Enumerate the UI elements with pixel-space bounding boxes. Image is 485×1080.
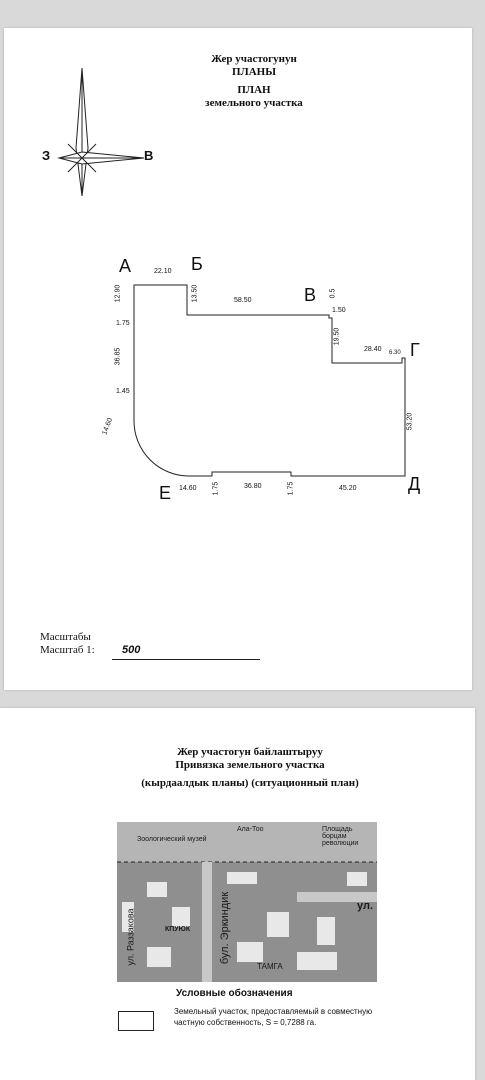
scale-block: [40, 631, 95, 657]
dim-v-small: 0.5: [329, 288, 337, 299]
dim-arc: 14.60: [101, 417, 115, 436]
dim-a-down: 12.90: [114, 284, 122, 303]
point-e: Е: [159, 483, 172, 503]
scale-value: 500: [122, 644, 141, 656]
dim-d-e: 45.20: [339, 485, 357, 492]
point-d: Д: [408, 474, 421, 494]
dim-step2: 1.75: [287, 481, 295, 496]
point-b: Б: [191, 254, 203, 274]
plan-drawing: [4, 28, 472, 690]
legend-parcel-swatch: [118, 1011, 154, 1031]
point-v: В: [304, 285, 317, 305]
map-label-ala-too: Ала-Тоо: [237, 826, 264, 833]
scale-underline: [112, 659, 260, 660]
dim-v-right: 1.50: [332, 307, 346, 314]
scale-label-ky: Масштабы: [40, 631, 91, 643]
map-label-tamga: ТАМГА: [257, 962, 283, 971]
west-label: З: [42, 148, 51, 163]
dim-bottom-mid: 36.80: [244, 483, 262, 490]
map-label-kpyuk: КПУЮК: [165, 926, 191, 933]
dim-e-right: 14.60: [179, 485, 197, 492]
situation-title-block: [130, 746, 370, 790]
title-ru-2: земельного участка: [205, 97, 303, 109]
legend-text: Земельный участок, предоставляемый в совместную частную собственность, S = 0,7288 га.: [174, 1007, 373, 1027]
dim-ab: 22.10: [154, 268, 172, 275]
map-label-ul: ул.: [357, 900, 374, 912]
situation-title-ky: Жер участогун байлаштыруу: [177, 746, 323, 758]
point-a: А: [119, 256, 132, 276]
point-g: Г: [410, 340, 420, 360]
map-label-erkindik: бул. Эркиндик: [219, 891, 232, 965]
title-ru: ПЛАН: [237, 84, 271, 96]
legend-title: Условные обозначения: [176, 988, 293, 999]
dim-b-down: 13.50: [191, 284, 199, 303]
dim-g-small: 6.30: [389, 350, 401, 356]
dim-left-145: 1.45: [116, 388, 130, 395]
dim-gd: 53.20: [406, 412, 414, 431]
situation-map: [117, 822, 377, 982]
title-ky-2: ПЛАНЫ: [231, 66, 277, 78]
situation-page: [0, 708, 475, 1080]
parcel-outline: [134, 285, 405, 476]
map-label-fighters: Площадь борцам революции: [322, 826, 359, 847]
situation-subtitle: (кырдаалдык планы) (ситуационный план): [141, 777, 359, 789]
scale-label-ru: Масштаб 1:: [40, 644, 95, 656]
dim-left-175: 1.75: [116, 320, 130, 327]
dim-step1: 1.75: [212, 481, 220, 496]
compass-icon: [59, 68, 144, 196]
map-label-museum: Зоологический музей: [137, 836, 207, 843]
title-ky: Жер участогунун: [211, 53, 297, 65]
plan-page: [4, 28, 472, 690]
situation-title-ru: Привязка земельного участка: [175, 759, 325, 771]
dim-to-g: 28.40: [364, 346, 382, 353]
dim-bv: 58.50: [234, 297, 252, 304]
dim-v-down: 19.50: [333, 327, 341, 346]
map-label-razzakov: ул. Раззакова: [125, 908, 136, 966]
east-label: В: [144, 148, 154, 163]
dim-left-3685: 36.85: [114, 347, 122, 366]
